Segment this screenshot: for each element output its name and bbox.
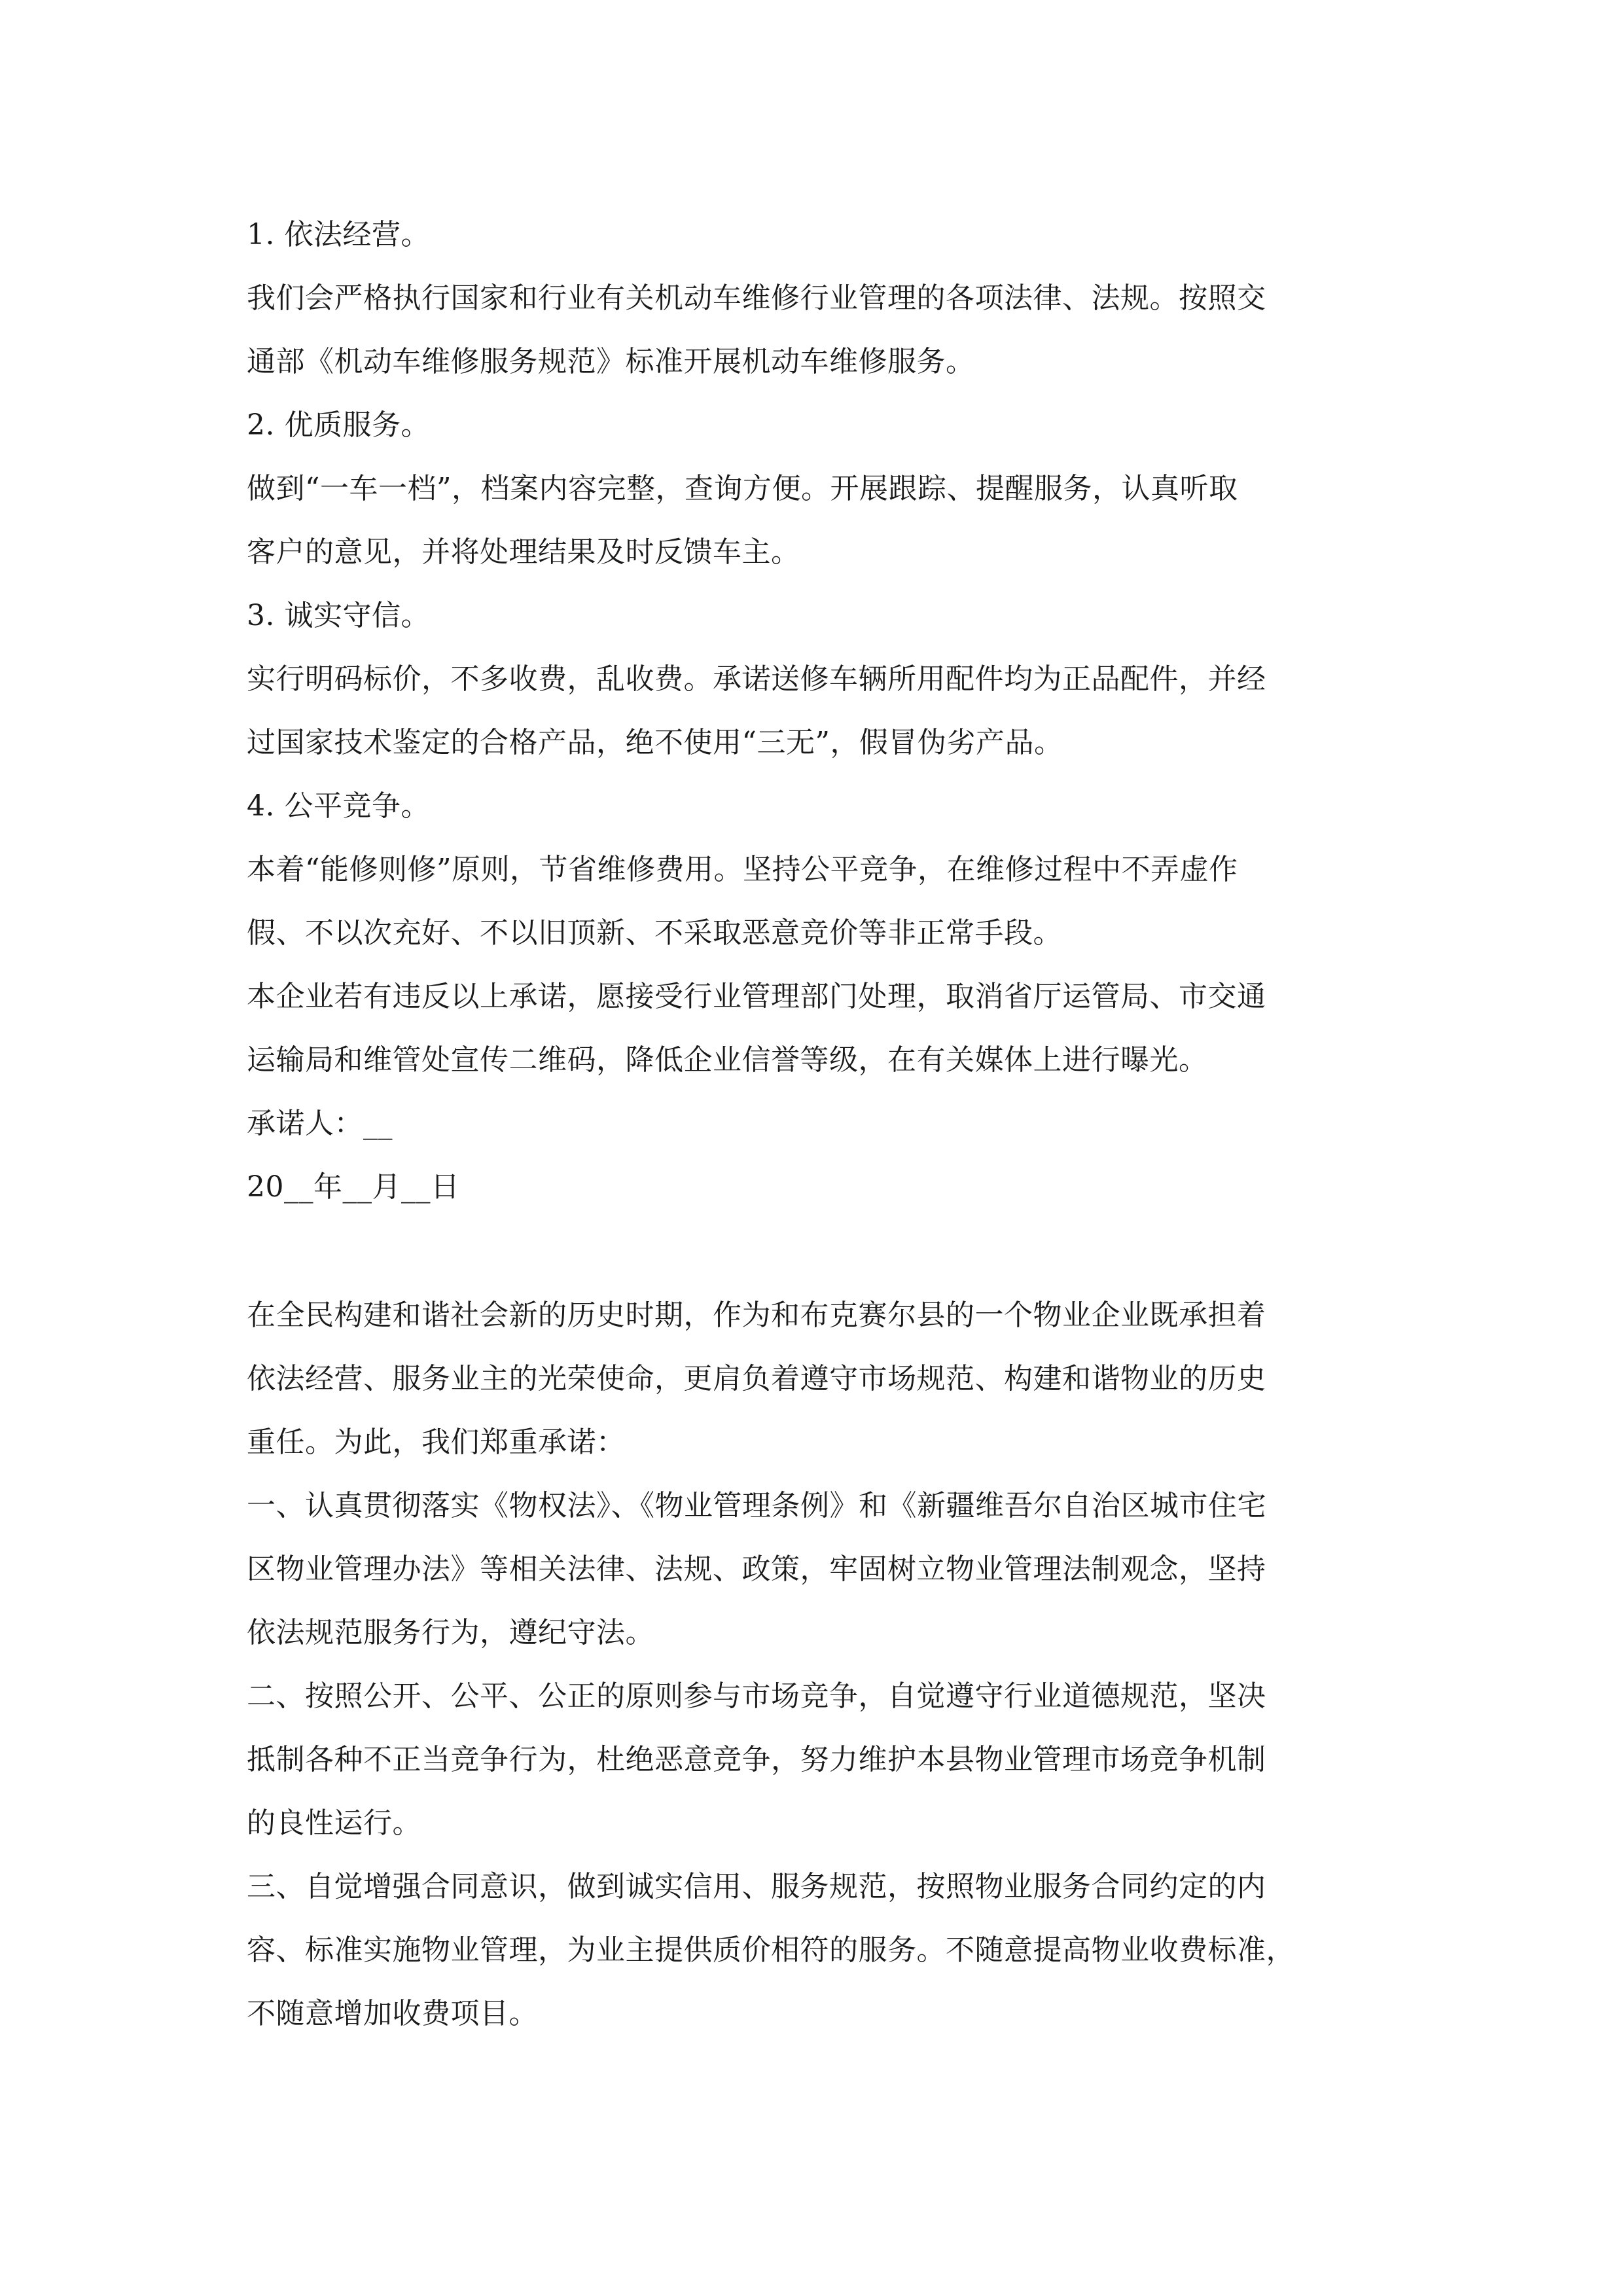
heading-fair-competition: 4. 公平竞争。 xyxy=(247,789,430,823)
paragraph-line: 抵制各种不正当竞争行为，杜绝恶意竞争，努力维护本县物业管理市场竞争机制 xyxy=(247,1743,1266,1776)
document-page xyxy=(247,203,1385,2045)
paragraph-line: 依法经营、服务业主的光荣使命，更肩负着遵守市场规范、构建和谐物业的历史 xyxy=(247,1362,1266,1395)
paragraph-line: 依法规范服务行为，遵纪守法。 xyxy=(247,1616,654,1649)
paragraph-line: 的良性运行。 xyxy=(247,1806,421,1840)
date-line: 20__年__月__日 xyxy=(247,1170,460,1204)
paragraph-line: 假、不以次充好、不以旧顶新、不采取恶意竞价等非正常手段。 xyxy=(247,916,1062,950)
paragraph-line: 一、认真贯彻落实《物权法》、《物业管理条例》和《新疆维吾尔自治区城市住宅 xyxy=(247,1489,1266,1522)
paragraph-line: 过国家技术鉴定的合格产品，绝不使用“三无”，假冒伪劣产品。 xyxy=(247,726,1063,759)
paragraph-line: 二、按照公开、公平、公正的原则参与市场竞争，自觉遵守行业道德规范，坚决 xyxy=(247,1679,1266,1713)
paragraph-line: 我们会严格执行国家和行业有关机动车维修行业管理的各项法律、法规。按照交 xyxy=(247,281,1266,315)
section-vehicle-repair-commitment xyxy=(247,203,1385,1219)
paragraph-line: 客户的意见，并将处理结果及时反馈车主。 xyxy=(247,535,800,569)
paragraph-line: 本企业若有违反以上承诺，愿接受行业管理部门处理，取消省厅运管局、市交通 xyxy=(247,980,1266,1013)
section-property-management-commitment xyxy=(247,1283,1385,2045)
paragraph-line: 本着“能修则修”原则，节省维修费用。坚持公平竞争，在维修过程中不弄虚作 xyxy=(247,853,1238,886)
paragraph-line: 运输局和维管处宣传二维码，降低企业信誉等级，在有关媒体上进行曝光。 xyxy=(247,1043,1208,1077)
paragraph-line: 不随意增加收费项目。 xyxy=(247,1997,538,2030)
paragraph-line: 三、自觉增强合同意识，做到诚实信用、服务规范，按照物业服务合同约定的内 xyxy=(247,1870,1266,1903)
heading-honesty: 3. 诚实守信。 xyxy=(247,599,430,632)
paragraph-line: 做到“一车一档”，档案内容完整，查询方便。开展跟踪、提醒服务，认真听取 xyxy=(247,472,1238,505)
paragraph-line: 区物业管理办法》等相关法律、法规、政策，牢固树立物业管理法制观念，坚持 xyxy=(247,1552,1266,1586)
heading-quality-service: 2. 优质服务。 xyxy=(247,408,430,442)
paragraph-line: 重任。为此，我们郑重承诺： xyxy=(247,1426,626,1459)
promisor-signature-line: 承诺人：__ xyxy=(247,1107,393,1140)
paragraph-line: 在全民构建和谐社会新的历史时期，作为和布克赛尔县的一个物业企业既承担着 xyxy=(247,1299,1266,1332)
heading-lawful-operation: 1. 依法经营。 xyxy=(247,218,430,251)
paragraph-line: 容、标准实施物业管理，为业主提供质价相符的服务。不随意提高物业收费标准， xyxy=(247,1933,1295,1967)
paragraph-line: 实行明码标价，不多收费，乱收费。承诺送修车辆所用配件均为正品配件，并经 xyxy=(247,662,1266,696)
section-gap xyxy=(247,1219,1385,1283)
paragraph-line: 通部《机动车维修服务规范》标准开展机动车维修服务。 xyxy=(247,345,975,378)
